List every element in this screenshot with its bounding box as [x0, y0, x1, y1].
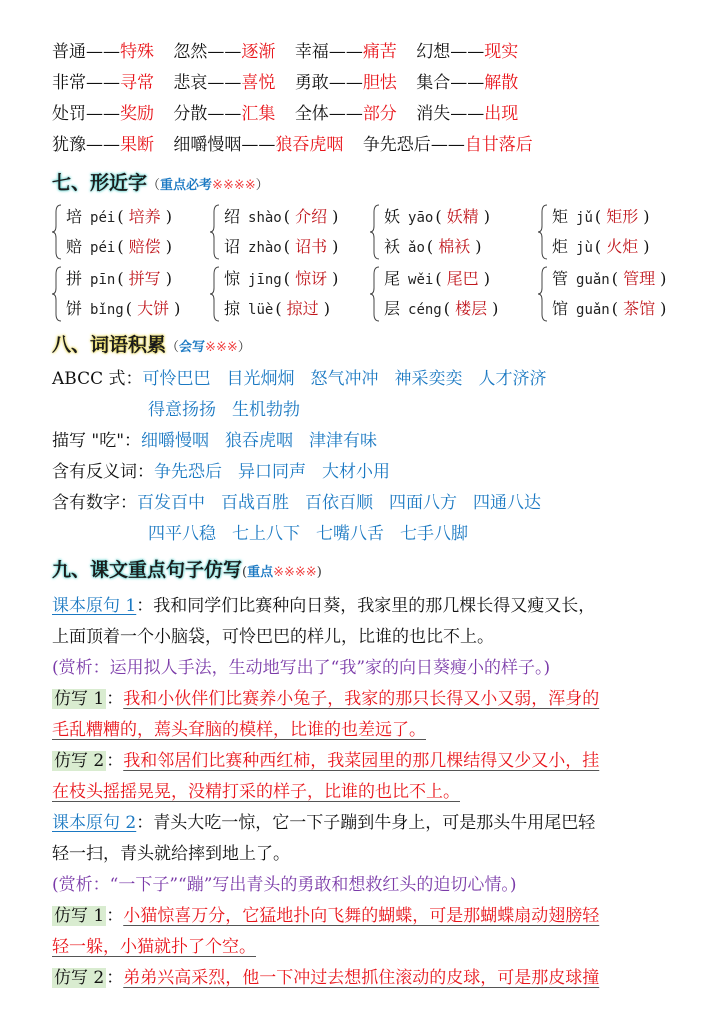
similar-char-line: 饼 bǐng ( 大饼 )	[66, 299, 181, 318]
antonym-pair: 犹豫——果断	[52, 135, 154, 155]
antonym-pair: 处罚——奖励	[52, 104, 154, 124]
word-category: ABCC 式：可怜巴巴 目光炯炯 怒气冲冲 神采奕奕 人才济济	[52, 369, 547, 389]
brace-icon	[52, 266, 62, 322]
section-title: 八、词语积累	[52, 334, 167, 356]
similar-char-line: 绍 shào ( 介绍 )	[224, 207, 339, 226]
similar-char-line: 层 céng ( 楼层 )	[384, 299, 499, 318]
section-8-heading	[52, 333, 251, 360]
word-category: 含有反义词：争先恐后 异口同声 大材小用	[52, 462, 390, 482]
similar-char-line: 掠 lüè ( 掠过 )	[224, 299, 330, 318]
category-label: 含有数字：	[52, 493, 137, 513]
section-title: 九、课文重点句子仿写	[52, 559, 243, 581]
imitation-cont: 在枝头摇摇晃晃，没精打采的样子，比谁的也比不上。	[52, 782, 460, 802]
similar-char-group	[538, 202, 698, 264]
similar-char-line: 管 guǎn ( 管理 )	[552, 269, 667, 288]
imitation-label: 仿写 1	[54, 906, 105, 926]
antonym-row	[52, 102, 532, 126]
antonym-pair: 消失——出现	[416, 104, 519, 124]
similar-char-line: 培 péi ( 培养 )	[66, 207, 172, 226]
imitation-cont: 轻一躲，小猫就扑了个空。	[52, 937, 256, 957]
section-note: （会写※※※）	[166, 340, 251, 355]
similar-char-group	[370, 202, 530, 264]
antonym-pair: 争先恐后——自甘落后	[362, 135, 533, 155]
similar-char-line: 惊 jīng ( 惊讶 )	[224, 269, 339, 288]
brace-icon	[370, 204, 380, 260]
importance-stars: ※※※※	[212, 178, 256, 193]
brace-icon	[210, 204, 220, 260]
similar-char-line: 矩 jǔ ( 矩形 )	[552, 207, 650, 226]
similar-char-group	[210, 202, 370, 264]
antonym-row	[52, 133, 547, 157]
section-9-heading	[52, 558, 322, 585]
imitation-label: 仿写 2	[54, 751, 105, 771]
antonym-pair: 分散——汇集	[173, 104, 276, 124]
similar-char-group	[52, 264, 212, 326]
brace-icon	[52, 204, 62, 260]
antonym-pair: 普通——特殊	[52, 42, 154, 62]
antonym-pair: 幸福——痛苦	[294, 42, 397, 62]
word-category: 含有数字：百发百中 百战百胜 百依百顺 四面八方 四通八达	[52, 493, 541, 513]
analysis: (赏析：“一下子”“蹦”写出青头的勇敢和想救红头的迫切心情。)	[52, 875, 517, 895]
antonym-pair: 全体——部分	[294, 104, 397, 124]
category-label: 含有反义词：	[52, 462, 154, 482]
similar-char-line: 诏 zhào ( 诏书 )	[224, 237, 339, 256]
section-title: 七、形近字	[52, 172, 148, 194]
imitation-label: 仿写 1	[54, 689, 105, 709]
category-label: ABCC 式：	[52, 369, 143, 389]
similar-char-group	[52, 202, 212, 264]
importance-stars: ※※※※	[273, 565, 317, 580]
antonym-row	[52, 40, 532, 64]
brace-icon	[370, 266, 380, 322]
similar-char-line: 炬 jù ( 火炬 )	[552, 237, 650, 256]
antonym-pair: 悲哀——喜悦	[173, 73, 276, 93]
similar-char-line: 赔 péi ( 赔偿 )	[66, 237, 172, 256]
imitation: 仿写 2 ：弟弟兴高采烈，他一下冲过去想抓住滚动的皮球，可是那皮球撞	[54, 968, 600, 988]
antonym-pair: 幻想——现实	[416, 42, 519, 62]
original-sentence: 课本原句 1：我和同学们比赛种向日葵，我家里的那几棵长得又瘦又长，	[52, 596, 596, 616]
imitation: 仿写 1 ：我和小伙伴们比赛养小兔子，我家的那只长得又小又弱，浑身的	[54, 689, 600, 709]
original-sentence-cont: 上面顶着一个小脑袋，可怜巴巴的样儿，比谁的也比不上。	[52, 627, 494, 647]
importance-stars: ※※※	[205, 340, 238, 355]
antonym-pair: 非常——寻常	[52, 73, 154, 93]
similar-char-group	[210, 264, 370, 326]
original-sentence: 课本原句 2：青头大吃一惊，它一下子蹦到牛身上，可是那头牛用尾巴轻	[52, 813, 596, 833]
antonym-pair: 勇敢——胆怯	[294, 73, 397, 93]
similar-char-group	[538, 264, 698, 326]
antonym-pair: 忽然——逐渐	[173, 42, 276, 62]
similar-char-line: 馆 guǎn ( 茶馆 )	[552, 299, 667, 318]
word-category-continued: 四平八稳 七上八下 七嘴八舌 七手八脚	[148, 524, 468, 544]
word-category-continued: 得意扬扬 生机勃勃	[148, 400, 300, 420]
similar-char-line: 拼 pīn ( 拼写 )	[66, 269, 172, 288]
similar-char-line: 尾 wěi ( 尾巴 )	[384, 269, 490, 288]
similar-char-group	[370, 264, 530, 326]
brace-icon	[538, 266, 548, 322]
brace-icon	[538, 204, 548, 260]
antonym-pair: 集合——解散	[416, 73, 519, 93]
original-label: 课本原句 2	[52, 813, 137, 833]
antonym-row	[52, 71, 532, 95]
imitation: 仿写 2 ：我和邻居们比赛种西红柿，我菜园里的那几棵结得又少又小，挂	[54, 751, 600, 771]
original-sentence-cont: 轻一扫，青头就给摔到地上了。	[52, 844, 290, 864]
section-7-heading	[52, 171, 269, 198]
imitation-cont: 毛乱糟糟的，蔫头耷脑的模样，比谁的也差远了。	[52, 720, 426, 740]
brace-icon	[210, 266, 220, 322]
imitation-label: 仿写 2	[54, 968, 105, 988]
similar-char-line: 妖 yāo ( 妖精 )	[384, 207, 490, 226]
word-category: 描写 "吃"：细嚼慢咽 狼吞虎咽 津津有味	[52, 431, 378, 451]
similar-char-line: 袄 ǎo ( 棉袄 )	[384, 237, 482, 256]
original-label: 课本原句 1	[52, 596, 137, 616]
analysis: (赏析：运用拟人手法，生动地写出了“我”家的向日葵瘦小的样子。)	[52, 658, 551, 678]
antonym-pair: 细嚼慢咽——狼吞虎咽	[173, 135, 344, 155]
category-label: 描写 "吃"：	[52, 431, 142, 451]
imitation: 仿写 1 ：小猫惊喜万分，它猛地扑向飞舞的蝴蝶，可是那蝴蝶扇动翅膀轻	[54, 906, 600, 926]
section-note: (重点※※※※)	[242, 565, 322, 580]
section-note: （重点必考※※※※）	[147, 178, 269, 193]
